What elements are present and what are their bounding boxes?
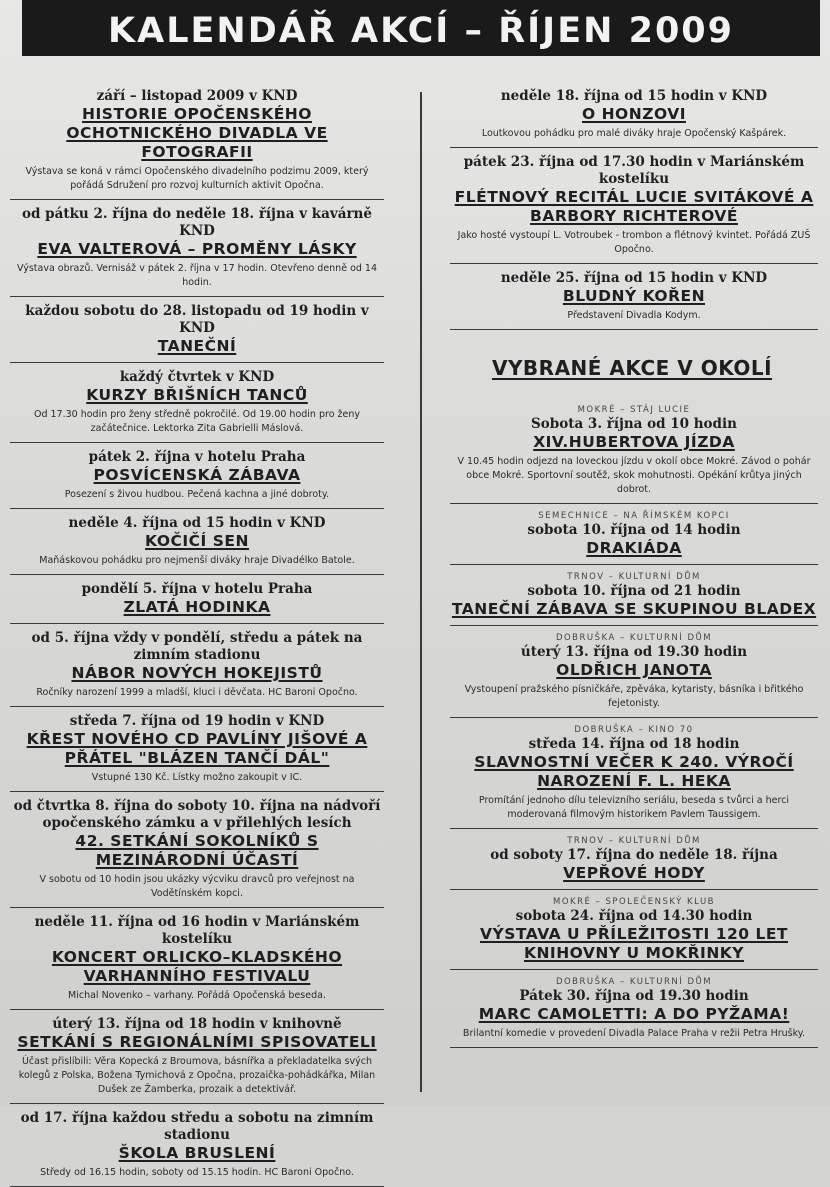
event-date: pátek 23. října od 17.30 hodin v Mariánském kostelíku — [463, 154, 805, 187]
event-description: Od 17.30 hodin pro ženy středně pokročilé. Od 19.00 hodin pro ženy začátečnice. Lektorka Zita Gabrielli Máslová. — [33, 409, 361, 434]
event-item — [10, 908, 384, 1010]
event-description: Posezení s živou hudbou. Pečená kachna a jiné dobroty. — [64, 489, 330, 500]
event-location: DOBRUŠKA – KULTURNÍ DŮM — [555, 633, 713, 643]
event-date: každou sobotu do 28. listopadu od 19 hodin v KND — [25, 303, 369, 336]
event-title: KOČIČÍ SEN — [145, 532, 249, 550]
event-title: DRAKIÁDA — [586, 539, 682, 557]
event-title: ŠKOLA BRUSLENÍ — [118, 1144, 276, 1162]
event-title: EVA VALTEROVÁ – PROMĚNY LÁSKY — [37, 240, 357, 258]
event-item — [450, 148, 818, 264]
event-item — [450, 626, 818, 718]
event-item — [450, 82, 818, 148]
event-date: sobota 10. října od 21 hodin — [527, 583, 741, 599]
event-date: od čtvrtka 8. října do soboty 10. října na nádvoří opočenského zámku a v přilehlých lesích — [13, 798, 381, 831]
nearby-events — [442, 398, 822, 1048]
event-title: O HONZOVI — [582, 105, 686, 123]
event-title: VEPŘOVÉ HODY — [563, 864, 705, 882]
event-title: ZLATÁ HODINKA — [123, 598, 271, 616]
event-date: úterý 13. října od 18 hodin v knihovně — [52, 1016, 342, 1032]
event-item — [450, 398, 818, 504]
event-item — [10, 707, 384, 792]
event-date: od 5. října vždy v pondělí, středu a pátek na zimním stadionu — [31, 630, 363, 663]
event-item — [450, 504, 818, 565]
event-item — [10, 443, 384, 509]
event-item — [10, 297, 384, 363]
event-description: Michal Novenko – varhany. Pořádá Opočenská beseda. — [68, 990, 326, 1001]
event-title: MARC CAMOLETTI: A DO PYŽAMA! — [478, 1005, 790, 1023]
event-location: DOBRUŠKA – KULTURNÍ DŮM — [555, 977, 713, 987]
event-date: sobota 24. října od 14.30 hodin — [515, 908, 753, 924]
event-date: úterý 13. října od 19.30 hodin — [520, 644, 748, 660]
event-title: BLUDNÝ KOŘEN — [562, 287, 706, 305]
event-date: neděle 11. října od 16 hodin v Mariánském kostelíku — [34, 914, 360, 947]
event-title: 42. SETKÁNÍ SOKOLNÍKŮ S MEZINÁRODNÍ ÚČASTÍ — [75, 832, 319, 869]
event-date: pátek 2. října v hotelu Praha — [88, 449, 306, 465]
event-date: Sobota 3. října od 10 hodin — [531, 416, 737, 432]
event-description: V sobotu od 10 hodin jsou ukázky výcviku dravců pro veřejnost na Vodětínském kopci. — [39, 874, 355, 899]
event-date: středa 14. října od 18 hodin — [528, 736, 740, 752]
nearby-section-title: VYBRANÉ AKCE V OKOLÍ — [491, 356, 773, 380]
event-location: TRNOV – KULTURNÍ DŮM — [567, 836, 701, 846]
event-item — [450, 264, 818, 330]
event-title: FLÉTNOVÝ RECITÁL LUCIE SVITÁKOVÉ A BARBORY RICHTEROVÉ — [454, 188, 814, 225]
event-title: NÁBOR NOVÝCH HOKEJISTŮ — [71, 664, 323, 682]
event-location: SEMECHNICE – NA ŘÍMSKÉM KOPCI — [538, 511, 730, 521]
event-date: sobota 10. října od 14 hodin — [527, 522, 741, 538]
event-description: Brilantní komedie v provedení Divadla Palace Praha v režii Petra Hrušky. — [462, 1028, 806, 1039]
event-item — [450, 565, 818, 626]
event-location: MOKRÉ – SPOLEČENSKÝ KLUB — [552, 897, 715, 907]
event-date: od pátku 2. října do neděle 18. října v kavárně KND — [22, 206, 372, 239]
event-item — [450, 890, 818, 970]
right-column — [442, 82, 822, 1048]
event-item — [10, 1010, 384, 1104]
event-location: MOKRÉ – STÁJ LUCIE — [577, 405, 691, 415]
event-title: SLAVNOSTNÍ VEČER K 240. VÝROČÍ NAROZENÍ F. L. HEKA — [474, 753, 794, 790]
event-description: Vstupné 130 Kč. Lístky možno zakoupit v IC. — [91, 772, 303, 783]
event-title: KURZY BŘIŠNÍCH TANCŮ — [86, 386, 308, 404]
event-location: DOBRUŠKA – KINO 70 — [574, 725, 694, 735]
event-description: Jako hosté vystoupí L. Votroubek - trombon a flétnový kvintet. Pořádá ZUŠ Opočno. — [457, 230, 811, 255]
event-description: Výstava obrazů. Vernisáž v pátek 2. října v 17 hodin. Otevřeno denně od 14 hodin. — [16, 263, 378, 288]
right-events — [442, 82, 822, 330]
event-date: každý čtvrtek v KND — [119, 369, 275, 385]
event-item — [450, 970, 818, 1048]
event-date: září – listopad 2009 v KND — [96, 88, 298, 104]
event-date: neděle 4. října od 15 hodin v KND — [68, 515, 326, 531]
event-date: Pátek 30. října od 19.30 hodin — [519, 988, 749, 1004]
event-item — [10, 792, 384, 908]
event-title: TANEČNÍ ZÁBAVA SE SKUPINOU BLADEX — [451, 600, 817, 618]
event-item — [10, 509, 384, 575]
event-item — [10, 82, 384, 200]
event-date: neděle 18. října od 15 hodin v KND — [500, 88, 768, 104]
event-date: od soboty 17. října do neděle 18. října — [490, 847, 778, 863]
event-title: TANEČNÍ — [157, 337, 237, 355]
event-description: Představení Divadla Kodym. — [567, 310, 701, 321]
event-title: KŘEST NOVÉHO CD PAVLÍNY JIŠOVÉ A PŘÁTEL "BLÁZEN TANČÍ DÁL" — [26, 730, 368, 767]
event-title: VÝSTAVA U PŘÍLEŽITOSTI 120 LET KNIHOVNY U MOKŘINKY — [480, 925, 788, 962]
event-title: OLDŘICH JANOTA — [556, 661, 712, 679]
event-description: Vystoupení pražského písničkáře, zpěváka, kytaristy, básníka i břitkého fejetonisty. — [464, 684, 804, 709]
column-divider — [420, 92, 422, 1092]
event-title: SETKÁNÍ S REGIONÁLNÍMI SPISOVATELI — [17, 1033, 377, 1051]
event-description: Promítání jednoho dílu televizního seriálu, beseda s tvůrci a herci moderovaná filmovým historikem Pavlem Taussigem. — [478, 795, 790, 820]
event-title: POSVÍCENSKÁ ZÁBAVA — [93, 466, 301, 484]
event-date: středa 7. října od 19 hodin v KND — [69, 713, 325, 729]
event-date: od 17. října každou středu a sobotu na zimním stadionu — [20, 1110, 374, 1143]
event-item — [10, 1104, 384, 1187]
event-description: Středy od 16.15 hodin, soboty od 15.15 hodin. HC Baroni Opočno. — [40, 1167, 354, 1178]
event-item — [450, 829, 818, 890]
event-title: HISTORIE OPOČENSKÉHO OCHOTNICKÉHO DIVADLA VE FOTOGRAFII — [66, 105, 328, 161]
event-description: Účast přislíbili: Věra Kopecká z Broumova, básnířka a překladatelka svých kolegů z Polska, Božena Tymichová z Opočna, prozaička-pohádkářka, Milan Dušek ze Žamberka, prozaik a detektivář. — [18, 1056, 376, 1095]
event-date: neděle 25. října od 15 hodin v KND — [500, 270, 768, 286]
event-item — [10, 363, 384, 443]
event-location: TRNOV – KULTURNÍ DŮM — [567, 572, 701, 582]
event-title: KONCERT ORLICKO–KLADSKÉHO VARHANNÍHO FESTIVALU — [51, 948, 343, 985]
event-description: V 10.45 hodin odjezd na loveckou jízdu v okolí obce Mokré. Závod o pohár obce Mokré. Sportovní soutěž, skok mohutnosti. Opékání krůtya jiných dobrot. — [457, 456, 811, 495]
event-description: Výstava se koná v rámci Opočenského divadelního podzimu 2009, který pořádá Sdružení pro rozvoj kulturních aktivit Opočna. — [25, 166, 369, 191]
event-description: Loutkovou pohádku pro malé diváky hraje Opočenský Kašpárek. — [481, 128, 787, 139]
event-title: XIV.HUBERTOVA JÍZDA — [533, 433, 735, 451]
event-item — [10, 624, 384, 707]
event-item — [450, 718, 818, 829]
poster-title: KALENDÁŘ AKCÍ – ŘÍJEN 2009 — [22, 0, 820, 56]
event-date: pondělí 5. října v hotelu Praha — [81, 581, 313, 597]
event-description: Maňáskovou pohádku pro nejmenší diváky hraje Divadélko Batole. — [39, 555, 355, 566]
event-item — [10, 200, 384, 297]
left-column — [0, 82, 402, 1187]
event-description: Ročníky narození 1999 a mladší, kluci i děvčata. HC Baroni Opočno. — [36, 687, 358, 698]
event-item — [10, 575, 384, 624]
